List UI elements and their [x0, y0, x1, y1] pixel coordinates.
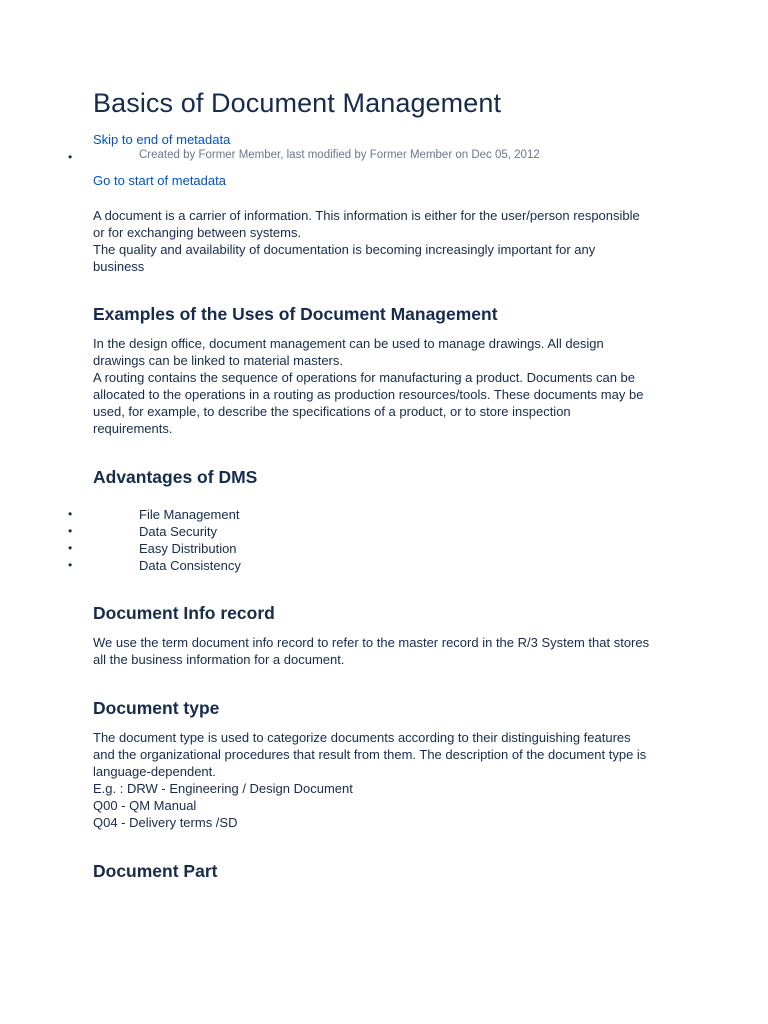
list-item: [0, 540, 400, 557]
intro-line: business: [93, 259, 145, 274]
info-record-paragraph: [93, 634, 683, 668]
intro-line: or for exchanging between systems.: [93, 225, 302, 240]
info-record-line: all the business information for a document.: [93, 652, 345, 667]
section-heading-document-part: Document Part: [93, 861, 218, 881]
list-item-label: Easy Distribution: [139, 541, 237, 556]
list-item: [0, 557, 400, 574]
advantages-list: [0, 506, 400, 574]
intro-line: A document is a carrier of information. This information is either for the user/person responsible: [93, 208, 640, 223]
page-byline: Created by Former Member, last modified by Former Member on Dec 05, 2012: [139, 149, 540, 161]
section-heading-info-record: Document Info record: [93, 603, 275, 623]
intro-line: The quality and availability of documentation is becoming increasingly important for any: [93, 242, 596, 257]
examples-line: allocated to the operations in a routing as production resources/tools. These documents may be: [93, 387, 644, 402]
examples-line: used, for example, to describe the specifications of a product, or to store inspection: [93, 404, 571, 419]
list-item-label: File Management: [139, 507, 240, 522]
list-item-label: Data Consistency: [139, 558, 241, 573]
document-type-line: and the organizational procedures that result from them. The description of the document type is: [93, 747, 647, 762]
go-to-start-of-metadata-link[interactable]: Go to start of metadata: [93, 173, 226, 188]
list-item: [0, 523, 400, 540]
section-heading-document-type: Document type: [93, 698, 220, 718]
list-item-label: Data Security: [139, 524, 218, 539]
document-type-line: The document type is used to categorize documents according to their distinguishing features: [93, 730, 631, 745]
page-title: Basics of Document Management: [93, 88, 502, 118]
examples-line: requirements.: [93, 421, 173, 436]
document-type-line: language-dependent.: [93, 764, 216, 779]
document-type-paragraph: [93, 729, 683, 831]
document-type-line: E.g. : DRW - Engineering / Design Document: [93, 781, 353, 796]
section-heading-examples: Examples of the Uses of Document Management: [93, 304, 498, 324]
bullet-icon: •: [68, 507, 73, 521]
bullet-icon: •: [68, 541, 73, 555]
metadata-bullet: •: [68, 150, 73, 164]
examples-line: In the design office, document management can be used to manage drawings. All design: [93, 336, 604, 351]
section-heading-advantages: Advantages of DMS: [93, 467, 258, 487]
examples-paragraph: [93, 335, 683, 437]
examples-line: drawings can be linked to material masters.: [93, 353, 344, 368]
document-type-line: Q00 - QM Manual: [93, 798, 197, 813]
info-record-line: We use the term document info record to refer to the master record in the R/3 System that stores: [93, 635, 650, 650]
examples-line: A routing contains the sequence of operations for manufacturing a product. Documents can be: [93, 370, 636, 385]
bullet-icon: •: [68, 524, 73, 538]
document-type-line: Q04 - Delivery terms /SD: [93, 815, 238, 830]
list-item: [0, 506, 400, 523]
intro-paragraph: [93, 207, 683, 275]
bullet-icon: •: [68, 558, 73, 572]
skip-to-end-of-metadata-link[interactable]: Skip to end of metadata: [93, 132, 231, 147]
